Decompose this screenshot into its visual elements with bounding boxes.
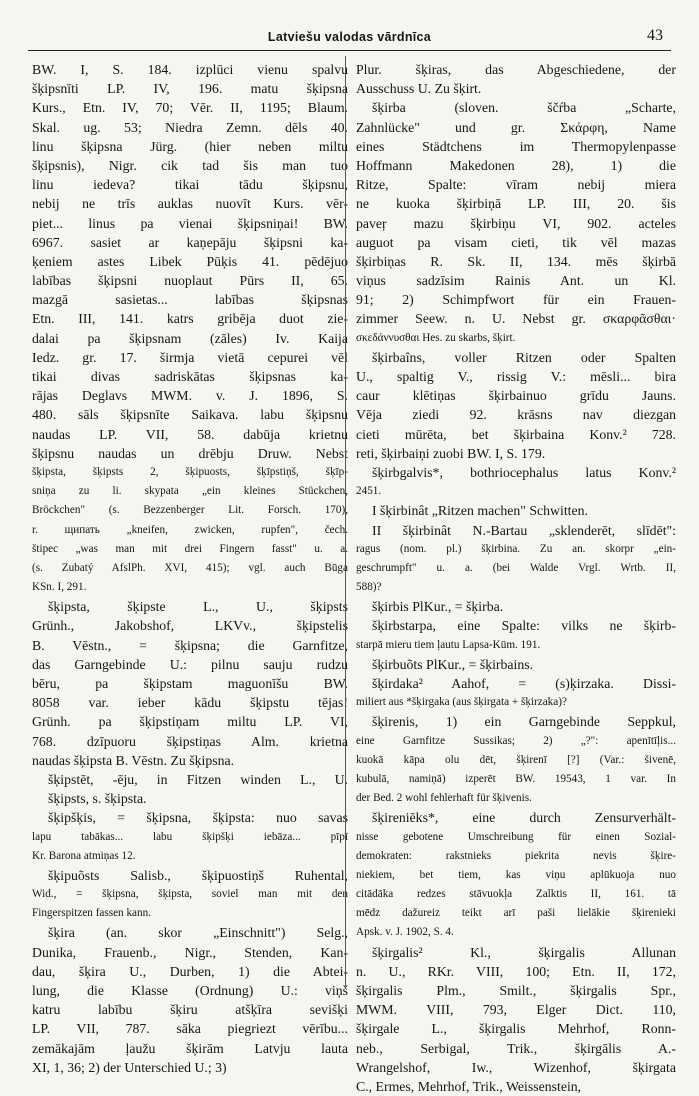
text-line: šķirbaîns, voller Ritzen oder Spalten <box>372 349 676 365</box>
text-line: šķirgale L., šķirgalis Mehrhof, Ronn- <box>356 1021 676 1037</box>
text-line: paveŗ mazu šķirbiņu VI, 902. acteles <box>356 215 676 231</box>
text-line: šķipsta, šķipsts 2, šķipuosts, šķīpstiņš, šķīp- <box>32 465 348 478</box>
text-line: starpā mieru tiem ļautu Lapsa-Kūm. 191. <box>356 638 541 651</box>
text-line: (s. Zubatý AfslPh. XVI, 415); vgl. auch Būga <box>32 561 348 574</box>
text-line: nebij ne trīs auklas nuovīt Kurs. vēr- <box>32 196 348 212</box>
text-line: mēdz dažureiz teikt arī paši lielākie šķirenieki <box>356 907 676 920</box>
text-line: 8058 var. ieber kādu šķipstu tējas! <box>32 695 348 711</box>
text-line: Zahnlücke" und gr. Σκάρφη, Name <box>356 119 676 135</box>
text-line: lung, die Klasse (Ordnung) U.: viņš <box>32 983 348 998</box>
page-header <box>32 22 667 46</box>
right-column <box>356 60 676 1096</box>
text-line: šķirbuõts PlKur., = šķirbains. <box>372 656 534 672</box>
text-line: n. U., RKr. VIII, 100; Etn. II, 172, <box>356 963 676 979</box>
text-line: Etn. III, 141. katrs gribēja duot zie- <box>32 311 348 327</box>
text-line: demokraten: rakstnieks piekrita nevis šķire- <box>356 849 676 862</box>
text-line: šķirenis, 1) ein Garngebinde Seppkul, <box>372 714 676 730</box>
text-line: Iedz. gr. 17. širmja vietā cepurei vēl <box>32 349 348 365</box>
text-line: LP. VII, 787. sāka piegriezt vērību... <box>32 1021 348 1037</box>
text-line: naudas LP. VII, 58. dabūja krietnu <box>32 426 348 442</box>
text-line: Hoffmann Makedonen 28), 1) die <box>356 157 676 173</box>
text-line: kuokā kāpa olu dēt, šķirenī [?] (Var.: šivenē, <box>356 753 676 766</box>
text-line: ragus (nom. pl.) šķirbina. Zu an. skorpr „ein- <box>356 542 676 555</box>
text-line: C., Ermes, Mehrhof, Trik., Weissenstein, <box>356 1078 582 1094</box>
text-line: reti, šķirbaiņi zuobi BW. I, S. 179. <box>356 445 546 461</box>
text-line: 91; 2) Schimpfwort für ein Frauen- <box>356 292 676 308</box>
text-line: Dunika, Frauenb., Nigr., Stenden, Kan- <box>32 944 348 960</box>
text-line: Wrangelshof, Iw., Wizenhof, šķirgata <box>356 1059 676 1075</box>
text-line: U., spaltig V., rissig V.: mēsli... bira <box>356 369 676 384</box>
text-line: zemākajām ļaužu šķirām Latvju lauta <box>32 1040 348 1056</box>
text-line: Vēja ziedi 92. krāsns nav diezgan <box>356 407 676 423</box>
text-line: dau, šķira U., Durben, 1) die Abtei- <box>32 963 348 979</box>
text-line: r. щипать „kneifen, zwicken, rupfen", čech. <box>32 523 348 536</box>
text-line: viņus sadzīsim Rainis Ant. un Kl. <box>356 273 676 289</box>
text-line: Kurs., Etn. IV, 70; Vēr. II, 1195; Blaum. <box>32 100 348 116</box>
text-line: cieti mūrēta, bet šķirbaina Konv.² 728. <box>356 426 676 442</box>
text-line: ķeniem astes Libek Pūķis 41. pēdējuo <box>32 253 348 269</box>
header-rule <box>28 50 671 51</box>
text-line: dalai pa šķipsnam (zāles) Iv. Kaija <box>32 330 348 346</box>
text-line: rājas Deglavs MWM. v. J. 1896, S. <box>32 388 348 404</box>
text-line: šķipsnīti LP. IV, 196. matu šķipsna <box>32 81 348 97</box>
text-line: šķirbgalvis*, bothriocephalus latus Konv.² <box>372 464 676 480</box>
text-line: B. Vēstn., = šķipsna; die Garnfitze, <box>32 637 348 653</box>
text-line: Fingerspitzen fassen kann. <box>32 907 151 920</box>
text-line: 2451. <box>356 485 382 498</box>
text-line: Apsk. v. J. 1902, S. 4. <box>356 926 454 939</box>
text-line: zimmer Seew. n. U. Nebst gr. σκαρφᾶσθαι· <box>356 311 676 327</box>
text-line: šķipsta, šķipste L., U., šķipsts <box>48 599 348 615</box>
text-line: piet... linus pa vienai šķipsniņai! BW. <box>32 215 348 231</box>
text-line: das Garngebinde U.: pilnu sauju rudzu <box>32 656 348 672</box>
text-line: šķira (an. skor „Einschnitt") Selg., <box>48 925 348 941</box>
text-line: labības šķipsni nuoplaut Pūrs II, 65. <box>32 273 348 289</box>
text-line: šķirbis PlKur., = šķirba. <box>372 599 504 615</box>
text-line: šķirgalis Plm., Smilt., šķirgalis Spr., <box>356 983 676 998</box>
text-line: 480. sāls šķipsnīte Saikava. labu šķipsnu <box>32 407 348 423</box>
left-column <box>32 60 348 1077</box>
text-line: tikai divas sadriskātas šķipsnas ka- <box>32 369 348 384</box>
text-line: Ritze, Spalte: vīram nebij miera <box>356 177 676 193</box>
text-line: geschrumpft" u. a. (bei Walde Vrgl. Wrtb. II, <box>356 561 676 574</box>
text-line: auguot pa visam cieti, tik vēl mazas <box>356 234 676 250</box>
text-line: bēru, pa šķipstam maguonīšu BW. <box>32 676 348 691</box>
text-line: Wid., = šķipsna, šķipsta, soviel man mit den <box>32 888 348 901</box>
text-line: šķipstēt, -ēju, in Fitzen winden L., U. <box>48 771 348 787</box>
text-line: kubulā, namiņā) izperēt BW. 19543, 1 var. In <box>356 772 676 785</box>
text-line: Bröckchen" (s. Bezzenberger Lit. Forsch. 170), <box>32 504 348 517</box>
text-line: mazgā sasietas... labības šķipsnas <box>32 292 348 308</box>
text-line: šķirdaka² Aahof, = (s)ķirzaka. Dissi- <box>372 676 676 691</box>
text-line: der Bed. 2 wohl fehlerhaft für šķivenis. <box>356 792 532 805</box>
text-line: neb., Serbigal, Trik., šķirgālis A.- <box>356 1040 676 1056</box>
text-line: Grünh., Jakobshof, LKVv., šķipstelis <box>32 618 348 634</box>
text-line: šķipšķis, = šķipsna, šķipsta: nuo savas <box>48 810 348 826</box>
text-line: šķirbiņas R. Sk. II, 134. mēs šķirbā <box>356 253 676 269</box>
text-line: sniņa zu li. skypata „ein kleines Stückchen, <box>32 485 348 498</box>
text-line: citādāka redzes stāvuokļa Zalktis II, 161. tā <box>356 888 676 901</box>
text-line: Skal. ug. 53; Niedra Zemn. dēls 40. <box>32 119 348 135</box>
text-line: lapu tabākas... labu šķipšķi iebāza... pīpī <box>32 830 348 843</box>
text-line: I šķirbinât „Ritzen machen" Schwitten. <box>372 503 588 519</box>
text-line: šķipsnu naudas un drēbju Druw. Nebst <box>32 445 348 461</box>
text-line: Kr. Barona atmiņas 12. <box>32 849 136 862</box>
text-line: šķirbstarpa, eine Spalte: vilks ne šķirb- <box>372 618 676 634</box>
text-line: BW. I, S. 184. izplūci vienu spalvu <box>32 62 348 77</box>
text-line: Grünh. pa šķipstiņam miltu LP. VI, <box>32 714 348 730</box>
text-line: naudas šķipsta B. Vēstn. Zu šķipsna. <box>32 752 235 768</box>
text-line: šķipsts, s. šķipsta. <box>48 791 147 807</box>
text-line: KSn. I, 291. <box>32 581 87 594</box>
column-divider <box>345 56 346 988</box>
text-line: eines Städtchens im Thermopylenpasse <box>356 138 676 154</box>
text-line: MWM. VIII, 793, Elger Dict. 110, <box>356 1002 676 1018</box>
text-line: XI, 1, 36; 2) der Unterschied U.; 3) <box>32 1059 227 1075</box>
text-line: štipec „was man mit drei Fingern fasst" u. a. <box>32 542 348 555</box>
text-line: šķirgalis² Kl., šķirgalis Allunan <box>372 944 676 960</box>
text-line: katru labību šķiru atšķīra sevišķi <box>32 1002 348 1018</box>
text-line: 768. dzīpuoru šķipstiņas Alm. krietna <box>32 733 348 749</box>
text-line: eine Garnfitze Sussikas; 2) „?": apenītīļis... <box>356 734 676 747</box>
text-line: linu iedeva? tikai tādu šķipsnu, <box>32 177 348 193</box>
text-line: ne kuoka šķirbiņā LP. III, 20. šis <box>356 196 676 212</box>
text-line: caur klētiņas šķirbainuo grīdu Jauns. <box>356 388 676 404</box>
text-line: Plur. šķiras, das Abgeschiedene, der <box>356 62 676 77</box>
text-line: 588)? <box>356 581 382 594</box>
text-line: šķireniēks*, eine durch Zensurverhält- <box>372 810 676 826</box>
text-line: šķirba (sloven. ščŕba „Scharte, <box>372 100 676 116</box>
text-line: niekiem, bet tiem, kas viņu aplūkuoja nuo <box>356 868 676 881</box>
text-line: II šķirbinât N.-Bartau „sklenderēt, slīdēt": <box>372 522 676 538</box>
text-line: nisse gebotene Umschreibung für einen Sozial- <box>356 830 676 843</box>
text-line: 6967. sasiet ar kaņepāju šķipsni ka- <box>32 234 348 250</box>
text-line: šķipuõsts Salisb., šķipuostiņš Ruhental, <box>48 867 348 883</box>
text-line: šķipsnis), Nigr. cik tad šis man tuo <box>32 157 348 173</box>
text-line: linu šķipsna Jürg. (hier neben miltu <box>32 138 348 154</box>
text-line: σκεδάννυσθαι Hes. zu skarbs, šķirt. <box>356 331 516 344</box>
running-title: Latviešu valodas vārdnīca <box>267 30 432 44</box>
text-line: miliert aus *šķirgaka (aus šķirgata + šķirzaka)? <box>356 696 567 709</box>
text-line: Ausschuss U. Zu šķirt. <box>356 81 482 97</box>
page-number: 43 <box>647 27 663 44</box>
